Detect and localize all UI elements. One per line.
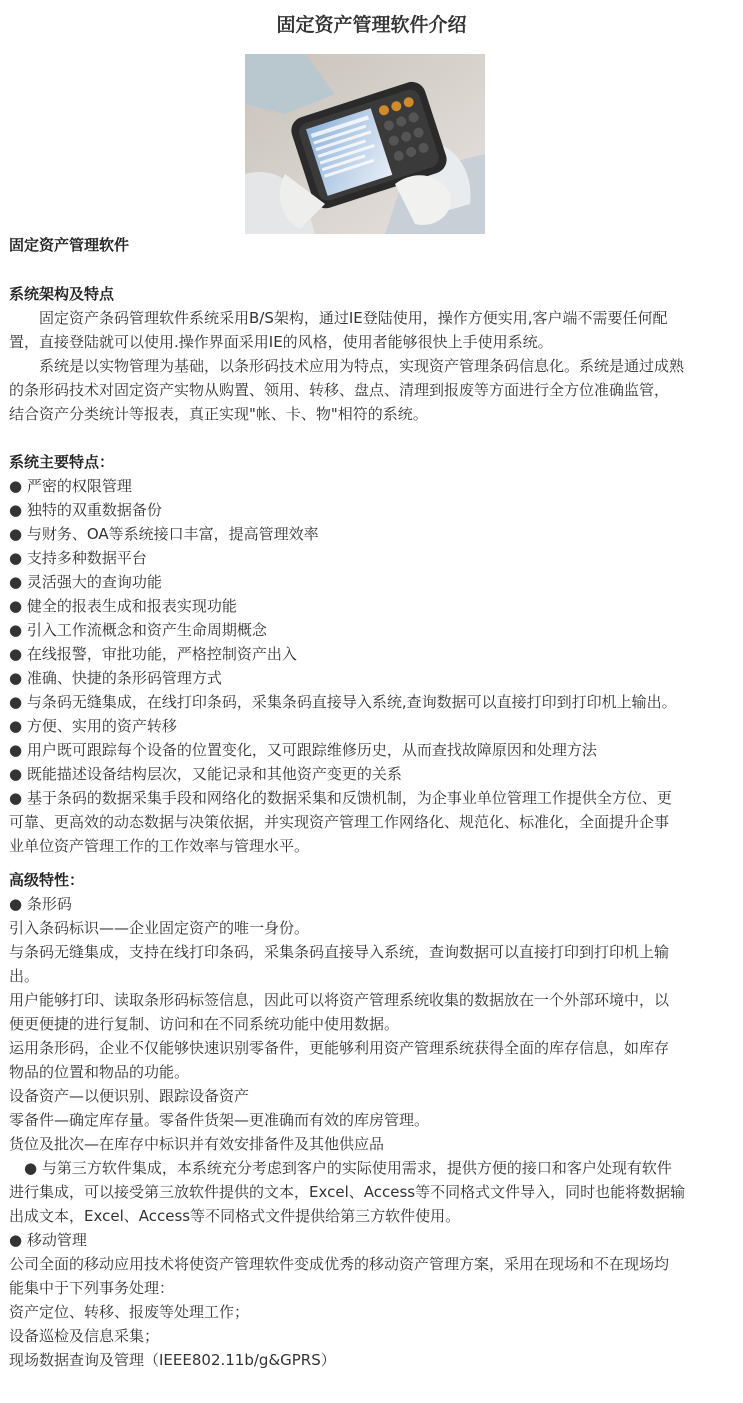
advanced-line: 资产定位、转移、报废等处理工作；: [9, 1303, 250, 1321]
advanced-line: 设备资产—以便识别、跟踪设备资产: [9, 1087, 250, 1105]
architecture-line: 的条形码技术对固定资产实物从购置、领用、转移、盘点、清理到报废等方面进行全方位准确监管，: [9, 381, 670, 399]
advanced-line: 与条码无缝集成，支持在线打印条码，采集条码直接导入系统，查询数据可以直接打印到打印机上输: [9, 943, 670, 961]
feature-item: 可靠、更高效的动态数据与决策依据，并实现资产管理工作网络化、规范化、标准化，全面提升企事: [9, 813, 670, 831]
hero-image: [245, 54, 485, 234]
advanced-line: 运用条形码，企业不仅能够快速识别零备件，更能够利用资产管理系统获得全面的库存信息，如库存: [9, 1039, 670, 1057]
feature-item: 业单位资产管理工作的工作效率与管理水平。: [9, 837, 310, 855]
feature-item: ● 在线报警，审批功能，严格控制资产出入: [9, 645, 297, 663]
architecture-line: 系统是以实物管理为基础，以条形码技术应用为特点，实现资产管理条码信息化。系统是通过成熟: [9, 357, 685, 375]
feature-item: ● 健全的报表生成和报表实现功能: [9, 597, 237, 615]
software-heading: 固定资产管理软件: [9, 236, 130, 254]
advanced-line: 能集中于下列事务处理：: [9, 1279, 175, 1297]
feature-item: ● 用户既可跟踪每个设备的位置变化，又可跟踪维修历史，从而查找故障原因和处理方法: [9, 741, 597, 759]
feature-item: ● 与财务、OA等系统接口丰富，提高管理效率: [9, 525, 319, 543]
feature-item: ● 严密的权限管理: [9, 477, 132, 495]
architecture-line: 结合资产分类统计等报表，真正实现"帐、卡、物"相符的系统。: [9, 405, 428, 423]
advanced-line: ● 条形码: [9, 895, 72, 913]
architecture-line: 置，直接登陆就可以使用.操作界面采用IE的风格，使用者能够很快上手使用系统。: [9, 333, 553, 351]
page-title: 固定资产管理软件介绍: [276, 14, 467, 36]
feature-item: ● 既能描述设备结构层次，又能记录和其他资产变更的关系: [9, 765, 402, 783]
architecture-heading: 系统架构及特点: [9, 285, 115, 303]
advanced-line: 公司全面的移动应用技术将使资产管理软件变成优秀的移动资产管理方案，采用在现场和不在现场均: [9, 1255, 670, 1273]
feature-item: ● 独特的双重数据备份: [9, 501, 162, 519]
handheld-scanner-icon: [245, 54, 485, 234]
advanced-line: 设备巡检及信息采集；: [9, 1327, 160, 1345]
feature-item: ● 引入工作流概念和资产生命周期概念: [9, 621, 267, 639]
feature-item: ● 灵活强大的查询功能: [9, 573, 162, 591]
advanced-line: 出。: [9, 967, 40, 985]
advanced-line: 现场数据查询及管理（IEEE802.11b/g&GPRS）: [9, 1351, 336, 1369]
advanced-line: ● 与第三方软件集成，本系统充分考虑到客户的实际使用需求，提供方便的接口和客户处现有软件: [9, 1159, 672, 1177]
architecture-line: 固定资产条码管理软件系统采用B/S架构，通过IE登陆使用，操作方便实用,客户端不需要任何配: [9, 309, 668, 327]
feature-item: ● 支持多种数据平台: [9, 549, 147, 567]
feature-item: ● 方便、实用的资产转移: [9, 717, 177, 735]
advanced-line: ● 移动管理: [9, 1231, 87, 1249]
advanced-line: 引入条码标识——企业固定资产的唯一身份。: [9, 919, 310, 937]
main-features-heading: 系统主要特点：: [9, 453, 115, 471]
advanced-heading: 高级特性：: [9, 871, 85, 889]
advanced-line: 出成文本，Excel、Access等不同格式文件提供给第三方软件使用。: [9, 1207, 461, 1225]
advanced-line: 用户能够打印、读取条形码标签信息，因此可以将资产管理系统收集的数据放在一个外部环境中，以: [9, 991, 670, 1009]
feature-item: ● 准确、快捷的条形码管理方式: [9, 669, 222, 687]
advanced-line: 进行集成，可以接受第三放软件提供的文本，Excel、Access等不同格式文件导入，同时也能将数据输: [9, 1183, 686, 1201]
advanced-line: 货位及批次—在库存中标识并有效安排备件及其他供应品: [9, 1135, 385, 1153]
feature-item: ● 与条码无缝集成，在线打印条码，采集条码直接导入系统,查询数据可以直接打印到打印机上输出。: [9, 693, 677, 711]
advanced-line: 便更便捷的进行复制、访问和在不同系统功能中使用数据。: [9, 1015, 400, 1033]
advanced-line: 零备件—确定库存量。零备件货架—更准确而有效的库房管理。: [9, 1111, 430, 1129]
feature-item: ● 基于条码的数据采集手段和网络化的数据采集和反馈机制，为企事业单位管理工作提供全方位、更: [9, 789, 672, 807]
advanced-line: 物品的位置和物品的功能。: [9, 1063, 190, 1081]
